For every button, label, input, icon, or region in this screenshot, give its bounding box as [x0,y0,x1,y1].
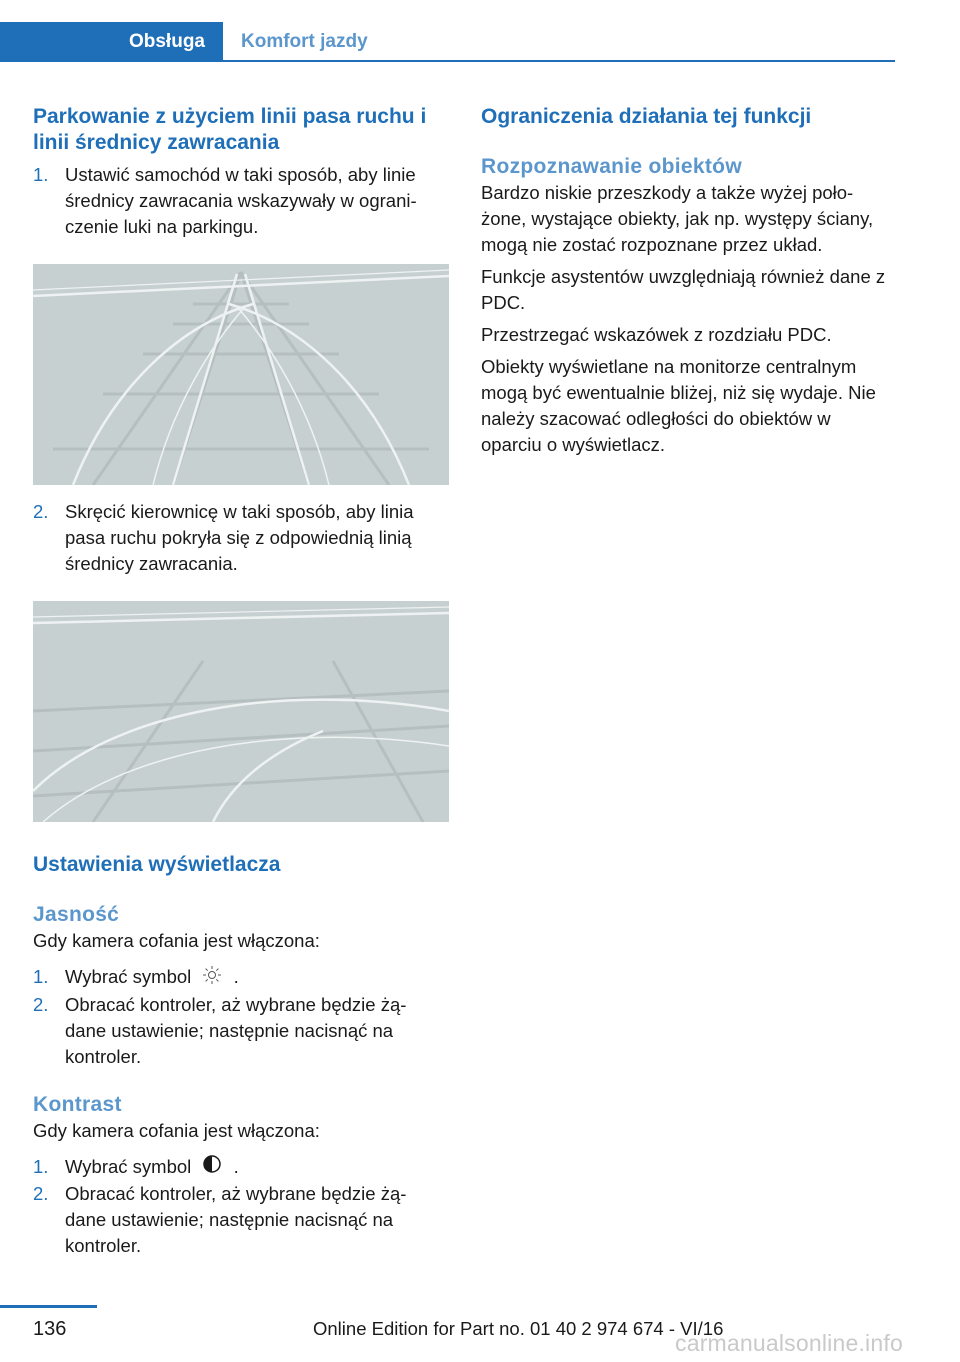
step-text: Wybrać symbol [65,1155,192,1177]
paragraph: Obiekty wyświetlane na monitorze centralnym mogą być ewentualnie bliżej, niż się wydaje. Nie należy szacować odległości do obiektów w oparciu o wyświetlacz. [481,356,876,455]
brightness-steps [33,964,449,1070]
step-text: Ustawić samochód w taki sposób, aby linie średnicy zawracania wskazywały w ograni‐ czenie luki na parkingu. [65,164,417,237]
step-number: 2. [33,501,49,522]
object-detection-heading: Rozpoznawanie obiektów [481,155,742,178]
limits-heading: Ograniczenia działania tej funkcji [481,105,812,128]
step-number: 1. [33,966,49,987]
left-column [33,104,449,1259]
brightness-intro: Gdy kamera cofania jest włączona: [33,930,320,951]
step-text: Obracać kontroler, aż wybrane będzie żą‐ dane ustawienie; następnie nacisnąć na kontroler. [65,1183,407,1257]
footer-rule [0,1305,97,1308]
step-number: 1. [33,1155,49,1177]
step-text: Obracać kontroler, aż wybrane będzie żą‐ dane ustawienie; następnie nacisnąć na kontroler. [65,993,407,1067]
edition-info: Online Edition for Part no. 01 40 2 974 674 - VI/16 [313,1318,724,1339]
brightness-heading: Jasność [33,903,120,926]
contrast-steps [33,1154,449,1260]
contrast-icon [202,1154,222,1181]
step-number: 2. [33,993,49,1015]
watermark: carmanualsonline.info [675,1330,903,1356]
list-item [33,1154,449,1182]
parking-steps-cont [33,499,449,577]
step-number: 2. [33,1183,49,1205]
contrast-intro: Gdy kamera cofania jest włączona: [33,1119,320,1141]
step-text: Skręcić kierownicę w taki sposób, aby linia pasa ruchu pokryła się z odpowiednią linią średnicy zawracania. [65,501,414,574]
camera-figure-straight [33,264,449,485]
step-text-end: . [233,966,239,987]
paragraph: Przestrzegać wskazówek z rozdziału PDC. [481,324,832,345]
list-item [33,162,449,240]
camera-figure-turning [33,601,449,822]
contrast-heading: Kontrast [33,1092,122,1116]
step-number: 1. [33,164,49,185]
display-settings-heading: Ustawienia wyświetlacza [33,853,281,876]
right-column [481,104,891,458]
step-text-end: . [233,1155,239,1177]
page-number: 136 [33,1318,67,1340]
list-item [33,1181,449,1259]
tab-komfort-jazdy: Komfort jazdy [241,31,368,52]
sun-icon [202,965,222,992]
paragraph: Funkcje asystentów uwzględniają również dane z PDC. [481,266,886,313]
header-rule [223,60,895,62]
list-item [33,964,449,992]
tab-obsluga: Obsługa [0,22,223,62]
paragraph: Bardzo niskie przeszkody a także wyżej poło‐ żone, wystające obiekty, jak np. występy ściany, mogą nie zostać rozpoznane przez układ. [481,182,874,255]
parking-steps [33,162,449,240]
list-item [33,499,449,577]
page-header [0,22,895,62]
step-text: Wybrać symbol [65,966,192,987]
list-item [33,992,449,1070]
parking-heading: Parkowanie z użyciem linii pasa ruchu i linii średnicy zawracania [33,105,427,154]
